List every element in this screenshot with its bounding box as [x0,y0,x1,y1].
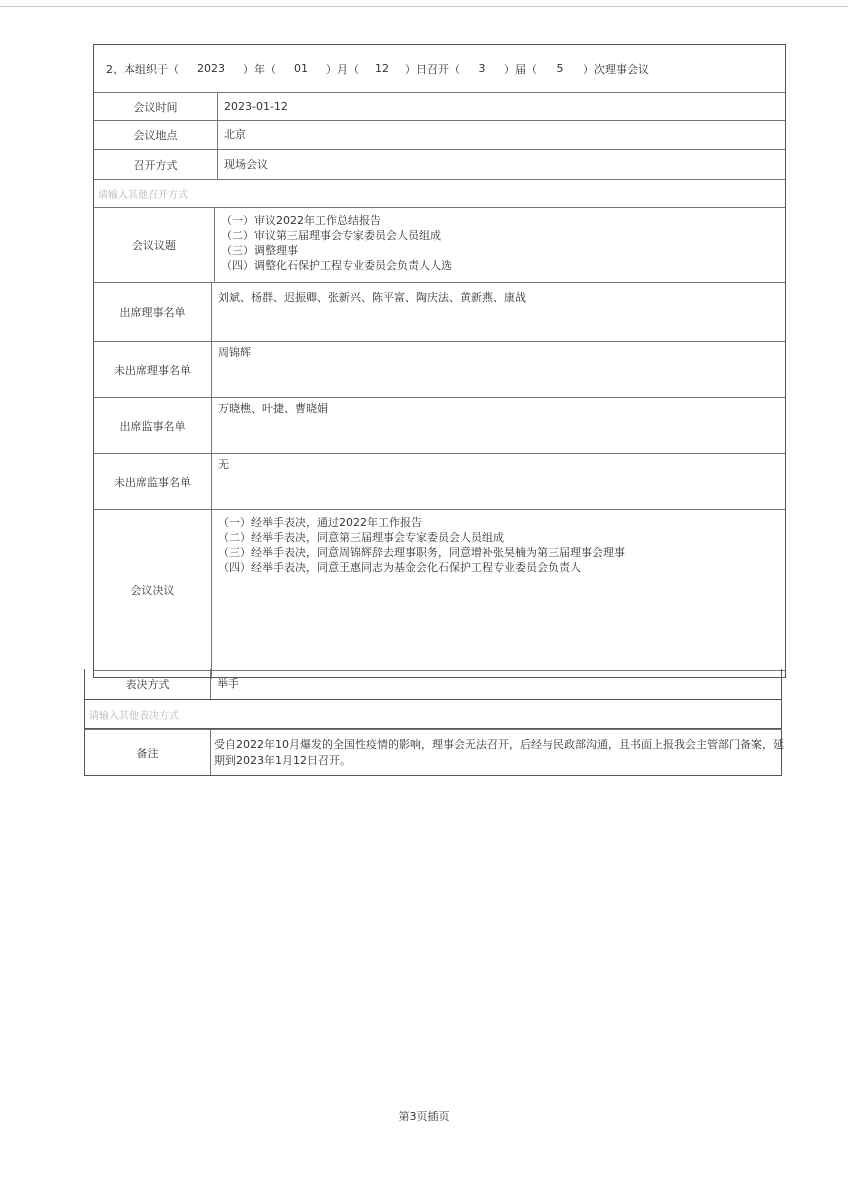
agenda-item: （二）审议第三届理事会专家委员会人员组成 [221,229,441,242]
absent-supervisors-label: 未出席监事名单 [94,454,212,509]
resolution-item: （一）经举手表决，通过2022年工作报告 [218,516,422,529]
present-supervisors-label: 出席监事名单 [94,398,212,453]
meeting-form-upper [93,44,786,678]
absent-supervisors-row [94,453,785,509]
header-month: 01 [294,62,308,75]
present-supervisors-value: 万晓樵、叶捷、曹晓娟 [218,402,328,415]
meeting-method-label: 召开方式 [94,150,218,179]
header-row [94,45,785,92]
header-count: 5 [556,62,564,75]
other-vote-row [84,700,782,729]
vote-method-row [84,669,782,700]
meeting-time-label: 会议时间 [94,93,218,120]
absent-directors-row [94,341,785,397]
meeting-place-row [94,120,785,149]
agenda-item: （四）调整化石保护工程专业委员会负责人人选 [221,259,452,272]
resolution-item: （四）经举手表决，同意王惠同志为基金会化石保护工程专业委员会负责人 [218,561,581,574]
meeting-time-value: 2023-01-12 [224,99,288,113]
vote-method-value: 举手 [217,677,239,690]
resolutions-label: 会议决议 [94,510,212,670]
header-prefix: 2、本组织于（ [106,62,179,76]
header-month-suffix: ）月（ [326,62,359,76]
header-year-suffix: ）年（ [243,62,276,76]
other-method-hint: 请输入其他召开方式 [98,190,188,201]
present-supervisors-row [94,397,785,453]
meeting-time-row [94,92,785,120]
meeting-header-line [106,45,649,92]
absent-supervisors-value: 无 [218,458,229,471]
remarks-value [211,730,784,775]
meeting-method-row [94,149,785,179]
agenda-row [94,207,785,282]
resolution-item: （二）经举手表决，同意第三届理事会专家委员会人员组成 [218,531,504,544]
header-day: 12 [375,62,389,75]
other-vote-hint: 请输入其他表决方式 [89,710,179,722]
absent-directors-label: 未出席理事名单 [94,342,212,397]
present-directors-row [94,282,785,341]
header-year: 2023 [197,62,225,75]
remarks-label: 备注 [85,730,211,775]
present-directors-label: 出席理事名单 [94,283,212,341]
header-session: 3 [478,62,486,75]
present-directors-value: 刘斌、杨群、迟振卿、张新兴、陈平富、陶庆法、黄新燕、康战 [218,291,526,304]
page-footer-label: 第3页插页 [398,1110,450,1123]
meeting-place-label: 会议地点 [94,121,218,149]
header-session-suffix: ）届（ [504,62,537,76]
resolutions-list [212,510,785,670]
agenda-list [215,208,785,282]
vote-method-label: 表决方式 [85,669,211,699]
header-day-suffix: ）日召开（ [405,62,460,76]
agenda-item: （三）调整理事 [221,244,298,257]
resolutions-row [94,509,785,670]
top-edge-line [0,6,848,7]
remarks-line: 期到2023年1月12日召开。 [214,754,351,767]
remarks-line: 受自2022年10月爆发的全国性疫情的影响，理事会无法召开，后经与民政部沟通，且书面上报我会主管部门备案，延 [214,738,784,751]
agenda-item: （一）审议2022年工作总结报告 [221,214,381,227]
meeting-method-value: 现场会议 [224,157,268,171]
agenda-label: 会议议题 [94,208,215,282]
meeting-place-value: 北京 [224,128,246,141]
remarks-row [84,729,782,776]
header-count-suffix: ）次理事会议 [583,62,649,76]
resolution-item: （三）经举手表决，同意周锦辉辞去理事职务，同意增补张昊楠为第三届理事会理事 [218,546,625,559]
other-method-row [94,179,785,207]
absent-directors-value: 周锦辉 [218,346,251,359]
